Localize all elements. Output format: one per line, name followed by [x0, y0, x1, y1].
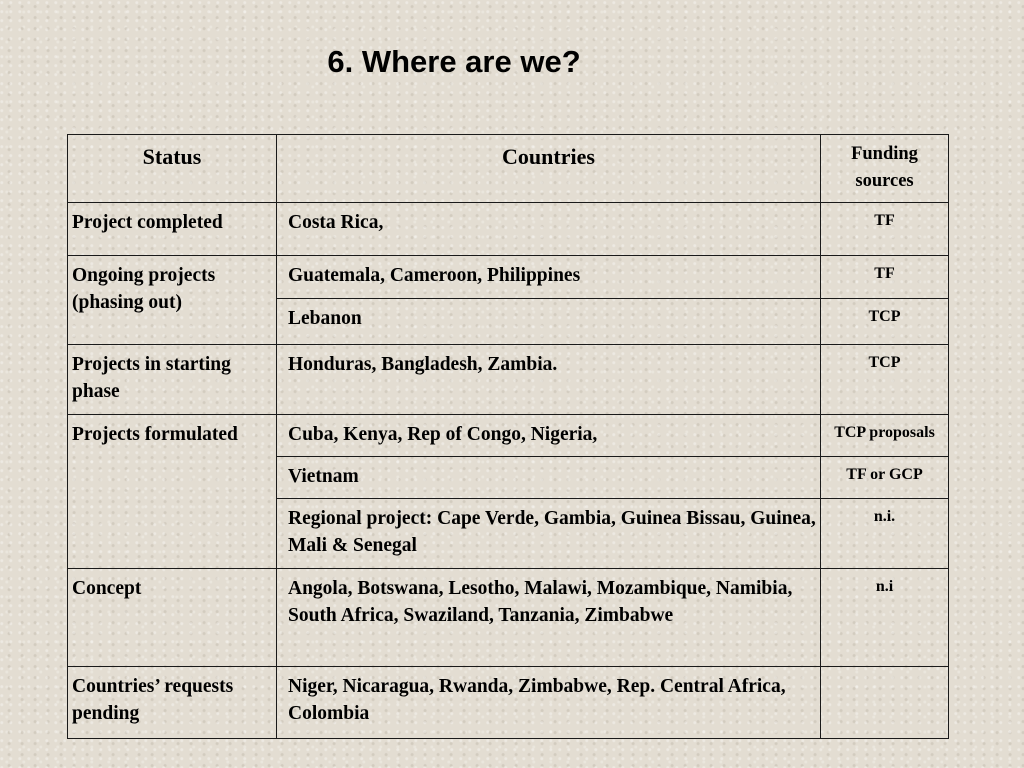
table-row	[68, 345, 949, 415]
status-cell: Ongoing projects (phasing out)	[68, 256, 277, 345]
countries-column-header: Countries	[277, 135, 821, 203]
countries-cell: Costa Rica,	[277, 203, 821, 256]
status-cell: Project completed	[68, 203, 277, 256]
countries-cell: Angola, Botswana, Lesotho, Malawi, Mozambique, Namibia, South Africa, Swaziland, Tanzania, Zimbabwe	[277, 569, 821, 667]
funding-cell: n.i	[821, 569, 949, 667]
funding-cell: TF	[821, 256, 949, 299]
table-row	[68, 667, 949, 739]
countries-cell: Lebanon	[277, 299, 821, 345]
countries-cell: Honduras, Bangladesh, Zambia.	[277, 345, 821, 415]
table-row	[68, 569, 949, 667]
countries-cell: Vietnam	[277, 457, 821, 499]
status-cell: Concept	[68, 569, 277, 667]
countries-cell: Cuba, Kenya, Rep of Congo, Nigeria,	[277, 415, 821, 457]
funding-cell: TCP	[821, 345, 949, 415]
status-cell: Projects formulated	[68, 415, 277, 569]
page-title: 6. Where are we?	[327, 44, 581, 79]
funding-cell: TCP proposals	[821, 415, 949, 457]
funding-cell	[821, 667, 949, 739]
status-cell: Countries’ requests pending	[68, 667, 277, 739]
countries-cell: Niger, Nicaragua, Rwanda, Zimbabwe, Rep. Central Africa, Colombia	[277, 667, 821, 739]
status-column-header: Status	[68, 135, 277, 203]
table-row	[68, 256, 949, 299]
funding-cell: TF	[821, 203, 949, 256]
funding-cell: n.i.	[821, 499, 949, 569]
countries-cell: Regional project: Cape Verde, Gambia, Guinea Bissau, Guinea, Mali & Senegal	[277, 499, 821, 569]
funding-column-header: Funding sources	[821, 135, 949, 203]
funding-cell: TF or GCP	[821, 457, 949, 499]
status-cell: Projects in starting phase	[68, 345, 277, 415]
table-row	[68, 203, 949, 256]
countries-cell: Guatemala, Cameroon, Philippines	[277, 256, 821, 299]
header-row	[68, 135, 949, 203]
funding-cell: TCP	[821, 299, 949, 345]
status-table	[67, 134, 949, 739]
table-row	[68, 415, 949, 457]
